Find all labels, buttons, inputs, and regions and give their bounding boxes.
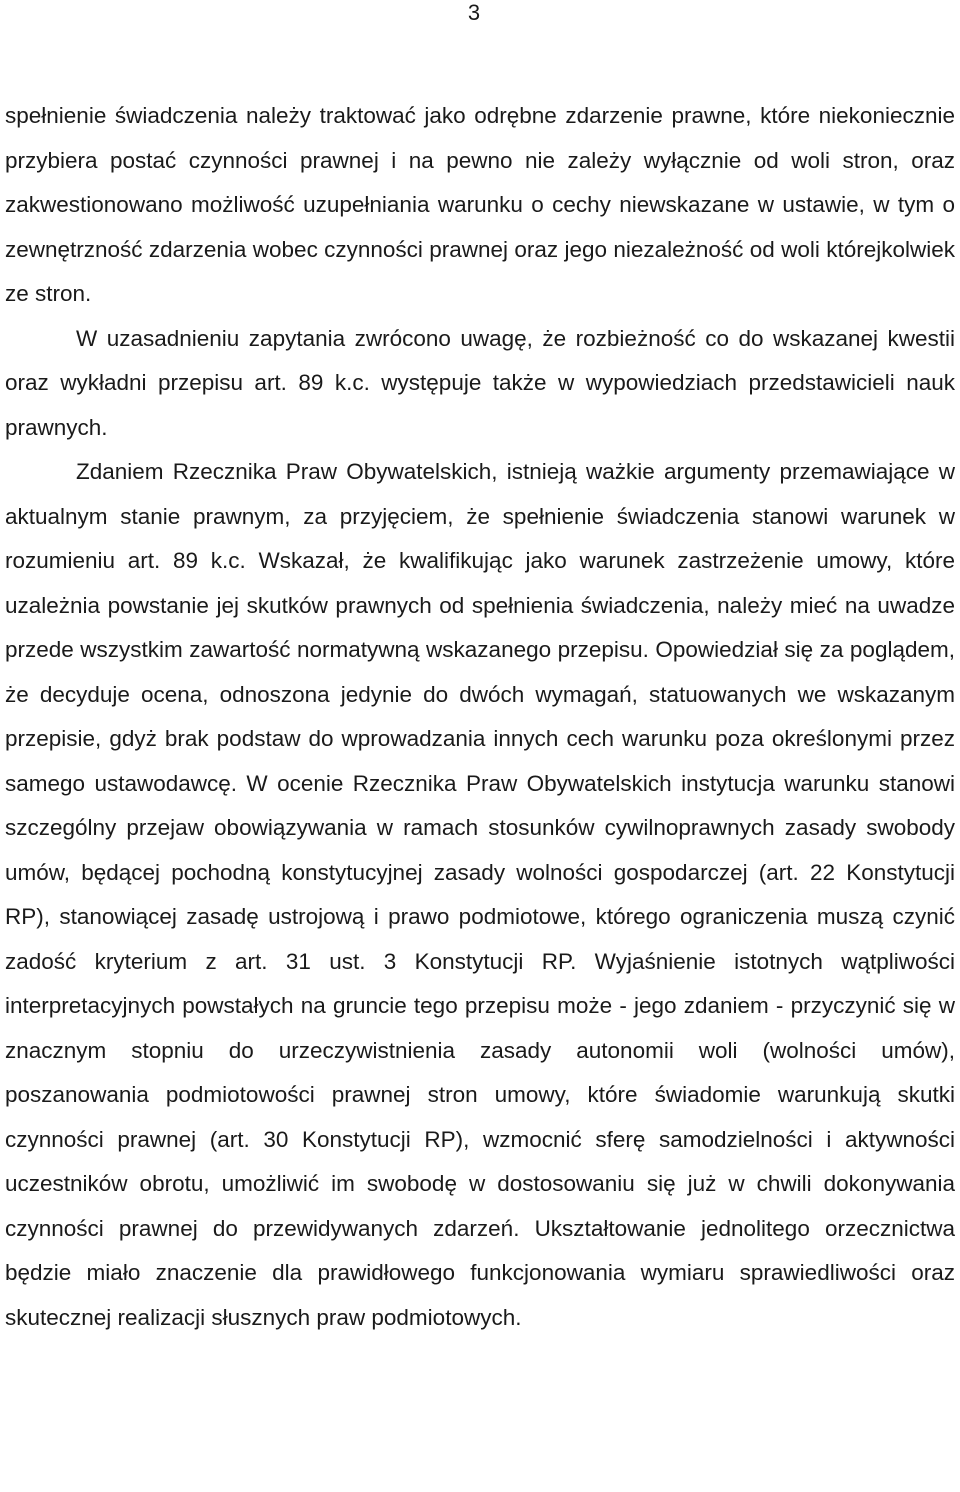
page-number: 3 (467, 0, 481, 25)
document-body (5, 94, 955, 1340)
paragraph-continuation: spełnienie świadczenia należy traktować jako odrębne zdarzenie prawne, które niekoniecznie przybiera postać czynności prawnej i na pewno nie zależy wyłącznie od woli stron, oraz zakwestionowano możliwość uzupełniania warunku o cechy niewskazane w ustawie, w tym o zewnętrzność zdarzenia wobec czynności prawnej oraz jego niezależność od woli którejkolwiek ze stron. (5, 103, 955, 306)
paragraph-ombudsman-opinion: Zdaniem Rzecznika Praw Obywatelskich, istnieją ważkie argumenty przemawiające w aktualnym stanie prawnym, za przyjęciem, że spełnienie świadczenia stanowi warunek w rozumieniu art. 89 k.c. Wskazał, że kwalifikując jako warunek zastrzeżenie umowy, które uzależnia powstanie jej skutków prawnych od spełnienia świadczenia, należy mieć na uwadze przede wszystkim zawartość normatywną wskazanego przepisu. Opowiedział się za poglądem, że decyduje ocena, odnoszona jedynie do dwóch wymagań, statuowanych we wskazanym przepisie, gdyż brak podstaw do wprowadzania innych cech warunku poza określonymi przez samego ustawodawcę. W ocenie Rzecznika Praw Obywatelskich instytucja warunku stanowi szczególny przejaw obowiązywania w ramach stosunków cywilnoprawnych zasady swobody umów, będącej pochodną konstytucyjnej zasady wolności gospodarczej (art. 22 Konstytucji RP), stanowiącej zasadę ustrojową i prawo podmiotowe, którego ograniczenia muszą czynić zadość kryterium z art. 31 ust. 3 Konstytucji RP. Wyjaśnienie istotnych wątpliwości interpretacyjnych powstałych na gruncie tego przepisu może - jego zdaniem - przyczynić się w znacznym stopniu do urzeczywistnienia zasady autonomii woli (wolności umów), poszanowania podmiotowości prawnej stron umowy, które świadomie warunkują skutki czynności prawnej (art. 30 Konstytucji RP), wzmocnić sferę samodzielności i aktywności uczestników obrotu, umożliwić im swobodę w dostosowaniu się już w chwili dokonywania czynności prawnej do przewidywanych zdarzeń. Ukształtowanie jednolitego orzecznictwa będzie miało znaczenie dla prawidłowego funkcjonowania wymiaru sprawiedliwości oraz skutecznej realizacji słusznych praw podmiotowych. (5, 459, 955, 1330)
paragraph-inquiry-justification: W uzasadnieniu zapytania zwrócono uwagę, że rozbieżność co do wskazanej kwestii oraz wykładni przepisu art. 89 k.c. występuje także w wypowiedziach przedstawicieli nauk prawnych. (5, 325, 955, 440)
